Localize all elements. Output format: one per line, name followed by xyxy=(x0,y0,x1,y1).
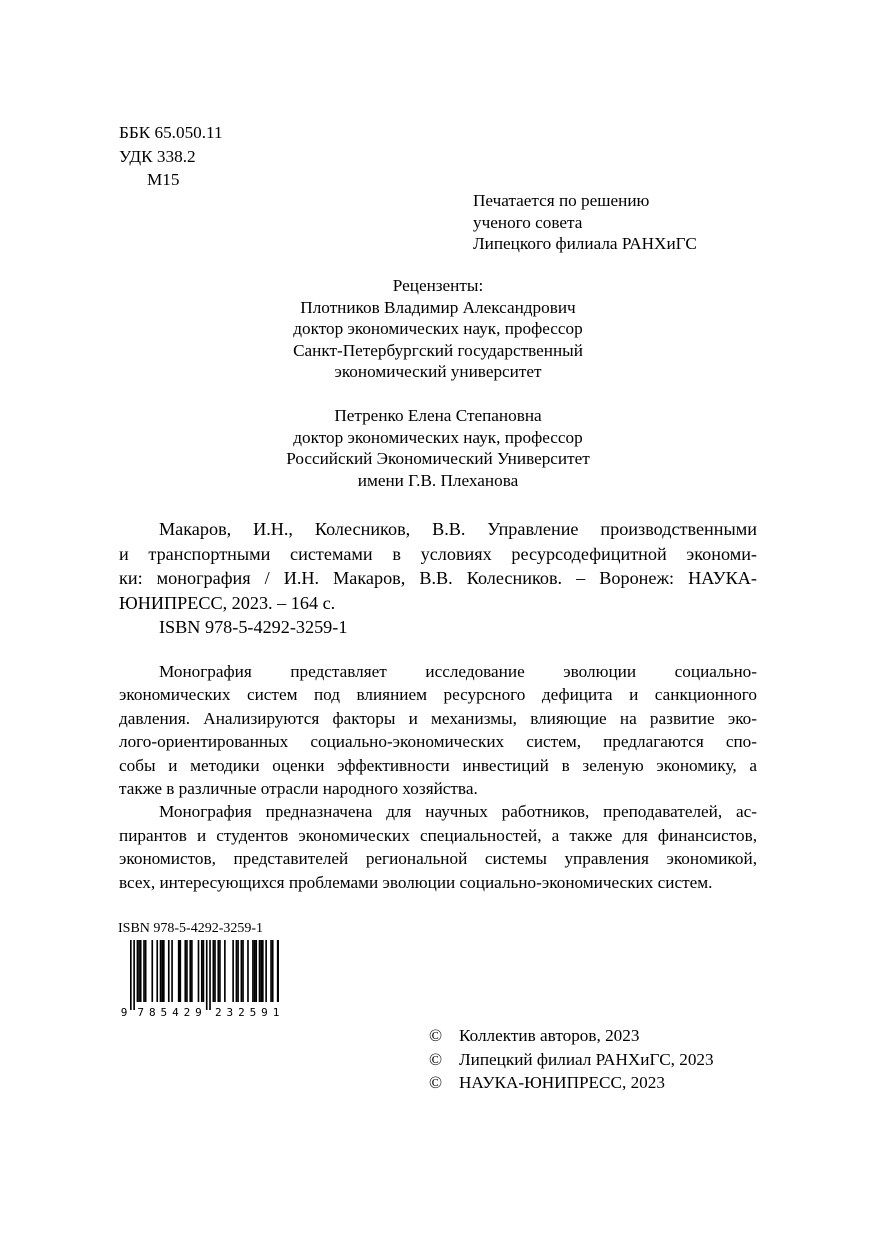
copyright-symbol: © xyxy=(429,1026,443,1045)
reviewer-affiliation: экономический университет xyxy=(334,362,542,381)
copyright-holder: Коллектив авторов, 2023 xyxy=(459,1026,640,1045)
barcode-bar xyxy=(252,940,254,1002)
annotation-line: экономических систем под влиянием ресурсного дефицита и санкционного xyxy=(119,685,757,705)
barcode-bar xyxy=(247,940,249,1002)
barcode-digit: 5 xyxy=(249,1006,257,1019)
barcode-bar xyxy=(255,940,257,1002)
barcode-bar xyxy=(262,940,264,1002)
barcode-bar xyxy=(279,940,280,1002)
barcode-bar xyxy=(265,940,267,1002)
bbk-code: ББК 65.050.11 xyxy=(119,123,223,142)
annotation-line: давления. Анализируются факторы и механизмы, влияющие на развитие эко- xyxy=(119,708,757,728)
annotation xyxy=(119,660,757,894)
reviewer-affiliation: Санкт-Петербургский государственный xyxy=(293,340,583,360)
barcode-bar xyxy=(201,940,203,1002)
barcode-bar xyxy=(242,940,244,1002)
reviewers-block xyxy=(150,275,726,383)
annotation-line: также в различные отрасли народного хозяйства. xyxy=(119,778,478,798)
barcode-digit: 2 xyxy=(214,1006,222,1019)
barcode-bar xyxy=(241,940,243,1002)
barcode-bar xyxy=(198,940,200,1002)
barcode-bar xyxy=(219,940,221,1002)
author-mark: М15 xyxy=(147,170,180,189)
reviewer-degree: доктор экономических наук, профессор xyxy=(293,427,583,447)
barcode-bar xyxy=(145,940,147,1002)
copyright-holder: НАУКА-ЮНИПРЕСС, 2023 xyxy=(459,1073,665,1092)
barcode-bar xyxy=(180,940,182,1002)
copyright-line xyxy=(429,1071,714,1095)
barcode-bar xyxy=(213,940,215,1002)
reviewer-name: Петренко Елена Степановна xyxy=(334,406,542,425)
reviewers-heading: Рецензенты: xyxy=(392,276,484,295)
barcode-bar xyxy=(217,940,219,1002)
barcode-bar xyxy=(186,940,188,1002)
annotation-line: собы и методики оценки эффективности инвестиций в зеленую экономику, а xyxy=(119,755,757,775)
barcode-bar xyxy=(203,940,205,1002)
barcode-bar xyxy=(178,940,180,1002)
barcode-digit: 1 xyxy=(272,1006,279,1019)
reviewer-degree: доктор экономических наук, профессор xyxy=(293,319,583,338)
annotation-line: Монография представляет исследование эволюции социально- xyxy=(159,662,757,681)
barcode-bar xyxy=(254,940,256,1002)
decision-line: ученого совета xyxy=(473,212,583,232)
barcode-bar xyxy=(140,940,142,1002)
reviewer-name: Плотников Владимир Александрович xyxy=(300,297,576,317)
barcode-bar xyxy=(206,940,208,1010)
biblio-line: и транспортными системами в условиях ресурсодефицитной экономи- xyxy=(119,543,757,564)
barcode-bar xyxy=(237,940,239,1002)
barcode-bar xyxy=(130,940,132,1010)
second-reviewer-block xyxy=(150,405,726,491)
reviewer-affiliation: имени Г.В. Плеханова xyxy=(357,470,519,490)
barcode-digit: 2 xyxy=(183,1006,191,1019)
reviewer-affiliation: Российский Экономический Университет xyxy=(286,449,590,468)
barcode-bar xyxy=(232,940,234,1002)
annotation-line: экономистов, представителей региональной системы управления экономикой, xyxy=(119,849,757,869)
classification-codes xyxy=(119,121,223,192)
barcode-digit: 5 xyxy=(160,1006,168,1019)
copyright-symbol: © xyxy=(429,1049,443,1069)
decision-line: Липецкого филиала РАНХиГС xyxy=(473,234,697,253)
barcode-bar xyxy=(161,940,163,1002)
barcode-bar xyxy=(133,940,135,1010)
barcode-bar xyxy=(191,940,193,1002)
barcode-bar xyxy=(151,940,153,1002)
barcode-bar xyxy=(270,940,272,1002)
barcode-bar xyxy=(156,940,158,1002)
barcode-digit: 9 xyxy=(261,1006,268,1019)
annotation-line: пирантов и студентов экономических специальностей, а также для финансистов, xyxy=(119,825,757,845)
barcode-bar xyxy=(209,940,211,1010)
copyright-line xyxy=(429,1024,714,1048)
barcode-digit: 3 xyxy=(226,1006,234,1019)
barcode-digit: 9 xyxy=(195,1006,202,1019)
barcode-bar xyxy=(260,940,262,1002)
copyright-block xyxy=(429,1024,714,1095)
barcode-bar xyxy=(272,940,274,1002)
barcode-bar xyxy=(189,940,191,1002)
barcode-digit: 4 xyxy=(172,1006,179,1019)
barcode-bar xyxy=(143,940,145,1002)
annotation-line: Монография предназначена для научных работников, преподавателей, ас- xyxy=(159,802,757,822)
barcode-bar xyxy=(259,940,261,1002)
decision-line: Печатается по решению xyxy=(473,191,650,210)
isbn-barcode xyxy=(119,940,279,1020)
barcode-bar xyxy=(224,940,226,1002)
barcode-digit: 2 xyxy=(238,1006,245,1019)
barcode-digit: 9 xyxy=(120,1006,128,1019)
barcode-bar xyxy=(214,940,216,1002)
annotation-line: лого-ориентированных социально-экономических систем, предлагаются спо- xyxy=(119,732,757,752)
biblio-line: ки: монография / И.Н. Макаров, В.В. Колесников. – Воронеж: НАУКА- xyxy=(119,568,757,588)
barcode-bar xyxy=(277,940,279,1002)
biblio-line: ЮНИПРЕСС, 2023. – 164 с. xyxy=(119,592,336,613)
copyright-symbol: © xyxy=(429,1073,443,1092)
bibliographic-record xyxy=(119,517,757,640)
biblio-line: Макаров, И.Н., Колесников, В.В. Управление производственными xyxy=(159,519,757,539)
barcode-digit: 8 xyxy=(148,1006,156,1019)
barcode-bar xyxy=(184,940,186,1002)
biblio-isbn: ISBN 978-5-4292-3259-1 xyxy=(159,617,348,637)
udk-code: УДК 338.2 xyxy=(119,146,196,166)
barcode-bar xyxy=(171,940,173,1002)
copyright-line xyxy=(429,1048,714,1072)
copyright-holder: Липецкий филиал РАНХиГС, 2023 xyxy=(459,1049,714,1069)
barcode-bar xyxy=(168,940,170,1002)
barcode-bar xyxy=(138,940,140,1002)
publication-decision xyxy=(473,190,697,255)
barcode-digit: 7 xyxy=(137,1006,145,1019)
barcode-isbn-label: ISBN 978-5-4292-3259-1 xyxy=(118,921,264,936)
barcode-bar xyxy=(137,940,139,1002)
barcode-bar xyxy=(236,940,238,1002)
barcode-bar xyxy=(163,940,165,1002)
annotation-line: всех, интересующихся проблемами эволюции социально-экономических систем. xyxy=(119,872,713,892)
barcode-bar xyxy=(160,940,162,1002)
